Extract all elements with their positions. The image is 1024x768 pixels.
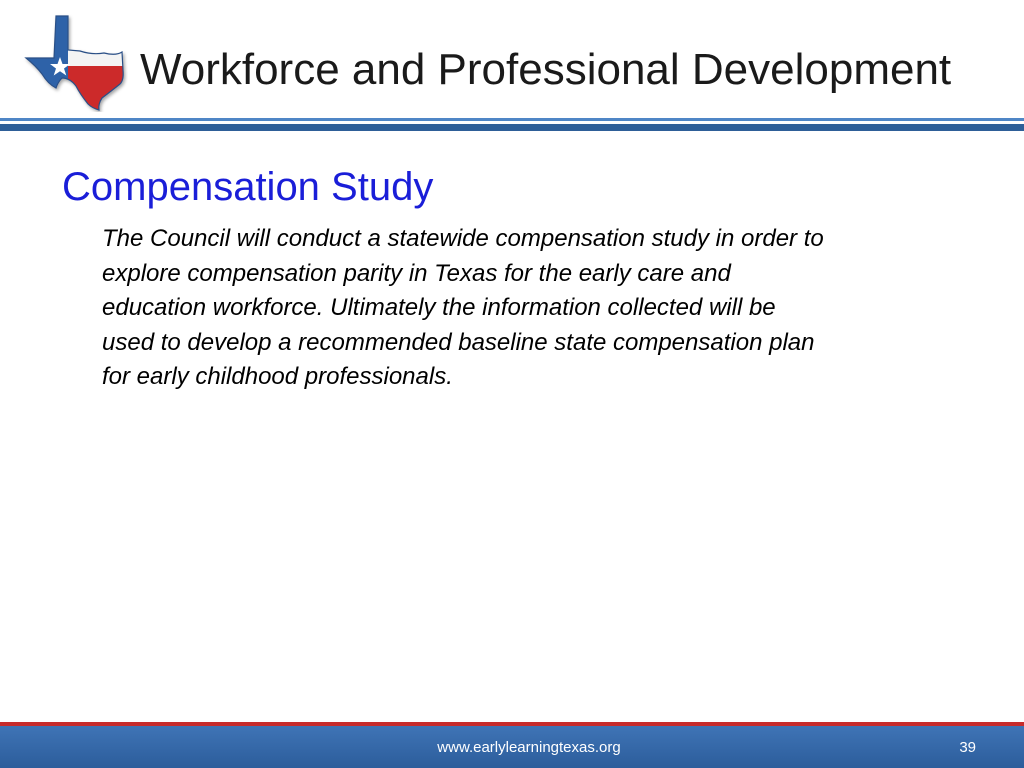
header-divider-thick	[0, 124, 1024, 131]
texas-flag-logo-icon	[22, 12, 128, 112]
slide-header	[0, 0, 1024, 118]
body-paragraph	[102, 222, 982, 395]
body-line: used to develop a recommended baseline state compensation plan	[102, 328, 815, 356]
body-line: for early childhood professionals.	[102, 363, 453, 390]
body-line: The Council will conduct a statewide compensation study in order to	[102, 225, 824, 252]
body-line: explore compensation parity in Texas for the early care and	[102, 259, 731, 287]
body-line: education workforce. Ultimately the information collected will be	[102, 294, 776, 321]
section-heading: Compensation Study	[62, 165, 434, 209]
footer-url: www.earlylearningtexas.org	[437, 739, 621, 756]
slide-title: Workforce and Professional Development	[140, 45, 952, 94]
page-number: 39	[959, 739, 976, 756]
header-divider-thin	[0, 118, 1024, 121]
footer-bar	[0, 726, 1024, 768]
